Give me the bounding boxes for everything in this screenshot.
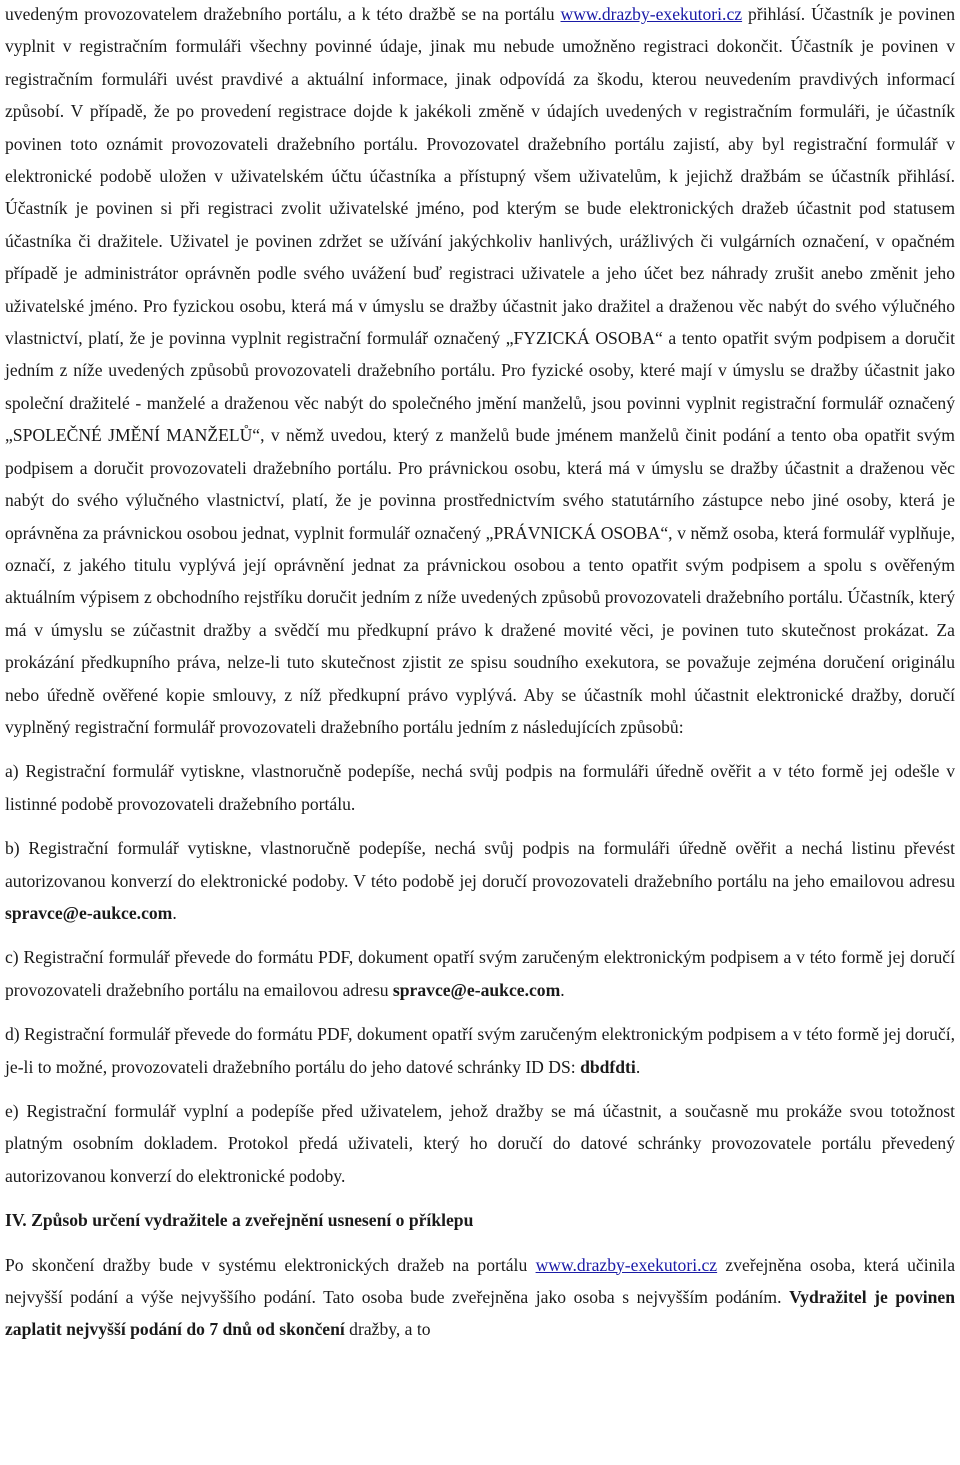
email-address: spravce@e-aukce.com <box>5 902 173 923</box>
section-heading: IV. Způsob určení vydražitele a zveřejnění usnesení o příklepu <box>5 1210 474 1231</box>
option-e: e) Registrační formulář vyplní a podepíše před uživatelem, jehož dražby se má účastnit, a současně mu prokáže svou totožnost platným osobním dokladem. Protokol předá uživateli, který ho doručí do datové schránky provozovatele portálu převedený autorizovanou konverzí do elektronické podoby. <box>5 1101 955 1186</box>
text-fragment: přihlásí. Účastník je povinen vyplnit v registračním formuláři všechny povinné údaje, jinak mu nebude umožněno registraci dokončit. Účastník je povinen v registračním formuláři uvést pravdivé a aktuální informace, jinak odpovídá za škodu, kterou neuvedením pravdivých informací způsobí. V případě, že po provedení registrace dojde k jakékoli změně v údajích uvedených v registračním formuláři, je účastník povinen toto oznámit provozovateli dražebního portálu. Provozovatel dražebního portálu zajistí, aby byl registrační formulář v elektronické podobě uložen v uživatelském účtu účastníka a přístupný všem uživatelům, k jejichž dražbám se účastník přihlásí. Účastník je povinen si při registraci zvolit uživatelské jméno, pod kterým se bude elektronických dražeb účastnit pod statusem účastníka či dražitele. Uživatel je povinen zdržet se užívání jakýchkoliv hanlivých, urážlivých či vulgárních označení, v opačném případě je administrátor oprávněn podle svého uvážení buď registraci uživatele a jeho účet bez náhrady zrušit anebo změnit jeho uživatelské jméno. Pro fyzickou osobu, která má v úmyslu se dražby účastnit jako dražitel a draženou věc nabýt do svého výlučného vlastnictví, platí, že je povinna vyplnit registrační formulář označený „FYZICKÁ OSOBA“ a tento opatřit svým podpisem a doručit jedním z níže uvedených způsobů provozovateli dražebního portálu. Pro fyzické osoby, které mají v úmyslu se dražby účastnit jako společní dražitelé - manželé a draženou věc nabýt do společného jmění manželů, jsou povinni vyplnit registrační formulář označený „SPOLEČNÉ JMĚNÍ MANŽELŮ“, v němž uvedou, který z manželů bude jménem manželů činit podání a tento oba opatřit svým podpisem a doručit provozovateli dražebního portálu. Pro právnickou osobu, která má v úmyslu se dražby účastnit a draženou věc nabýt do svého výlučného vlastnictví, platí, že je povinna prostřednictvím svého statutárního zástupce nebo jiné osoby, která je oprávněna za právnickou osobou jednat, vyplnit formulář označený „PRÁVNICKÁ OSOBA“, v němž osoba, která formulář vyplňuje, označí, z jakého titulu vyplývá její oprávnění jednat za právnickou osobou a tento opatřit svým podpisem a spolu s ověřeným aktuálním výpisem z obchodního rejstříku doručit jedním z níže uvedených způsobů provozovateli dražebního portálu. Účastník, který má v úmyslu se zúčastnit dražby a svědčí mu předkupní právo k dražené movité věci, je povinen tuto skutečnost prokázat. Za prokázání předkupního práva, nelze-li tuto skutečnost zjistit ze spisu soudního exekutora, se považuje zejména doručení originálu nebo úředně ověřené kopie smlouvy, z níž předkupní právo vyplývá. Aby se účastník mohl účastnit elektronické dražby, doručí vyplněný registrační formulář provozovateli dražebního portálu jedním z následujících způsobů: <box>5 4 955 737</box>
databox-id: dbdfdti <box>580 1056 636 1077</box>
text-fragment: uvedeným provozovatelem dražebního portálu, a k této dražbě se na portálu <box>5 4 561 24</box>
text-fragment: b) Registrační formulář vytiskne, vlastnoručně podepíše, nechá svůj podpis na formuláři úředně ověřit a nechá listinu převést autorizovanou konverzí do elektronické podoby. V této podobě jej doručí provozovateli dražebního portálu na jeho emailovou adresu <box>5 838 955 891</box>
option-d <box>5 1018 955 1083</box>
payment-obligation: Vydražitel je povinen zaplatit nejvyšší podání do 7 dnů od skončení <box>5 1287 956 1340</box>
email-address: spravce@e-aukce.com <box>392 979 561 1000</box>
document-page <box>5 0 955 1346</box>
text-fragment: . <box>635 1056 641 1077</box>
text-fragment: c) Registrační formulář převede do formátu PDF, dokument opatří svým zaručeným elektronickým podpisem a v této formě jej doručí provozovateli dražebního portálu na emailovou adresu <box>5 947 955 1000</box>
final-paragraph <box>5 1249 955 1346</box>
text-fragment: zveřejněna osoba, která učinila nejvyšší podání a výše nejvyššího podání. Tato osoba bude zveřejněna jako osoba s nejvyšším podáním. <box>5 1254 956 1308</box>
option-a: a) Registrační formulář vytiskne, vlastnoručně podepíše, nechá svůj podpis na formuláři úředně ověřit a v této formě jej odešle v listinné podobě provozovateli dražebního portálu. <box>5 761 955 814</box>
text-fragment: dražby, a to <box>344 1319 431 1340</box>
text-fragment: d) Registrační formulář převede do formátu PDF, dokument opatří svým zaručeným elektronickým podpisem a v této formě jej doručí, je-li to možné, provozovateli dražebního portálu do jeho datové schránky ID DS: <box>5 1024 955 1077</box>
option-c <box>5 941 955 1006</box>
portal-link[interactable]: www.drazby-exekutori.cz <box>535 1254 718 1275</box>
portal-link[interactable]: www.drazby-exekutori.cz <box>560 4 743 24</box>
option-b <box>5 832 955 929</box>
text-fragment: Po skončení dražby bude v systému elektronických dražeb na portálu <box>5 1254 536 1275</box>
intro-paragraph <box>5 0 955 743</box>
text-fragment: . <box>172 902 177 923</box>
text-fragment: . <box>560 979 565 1000</box>
